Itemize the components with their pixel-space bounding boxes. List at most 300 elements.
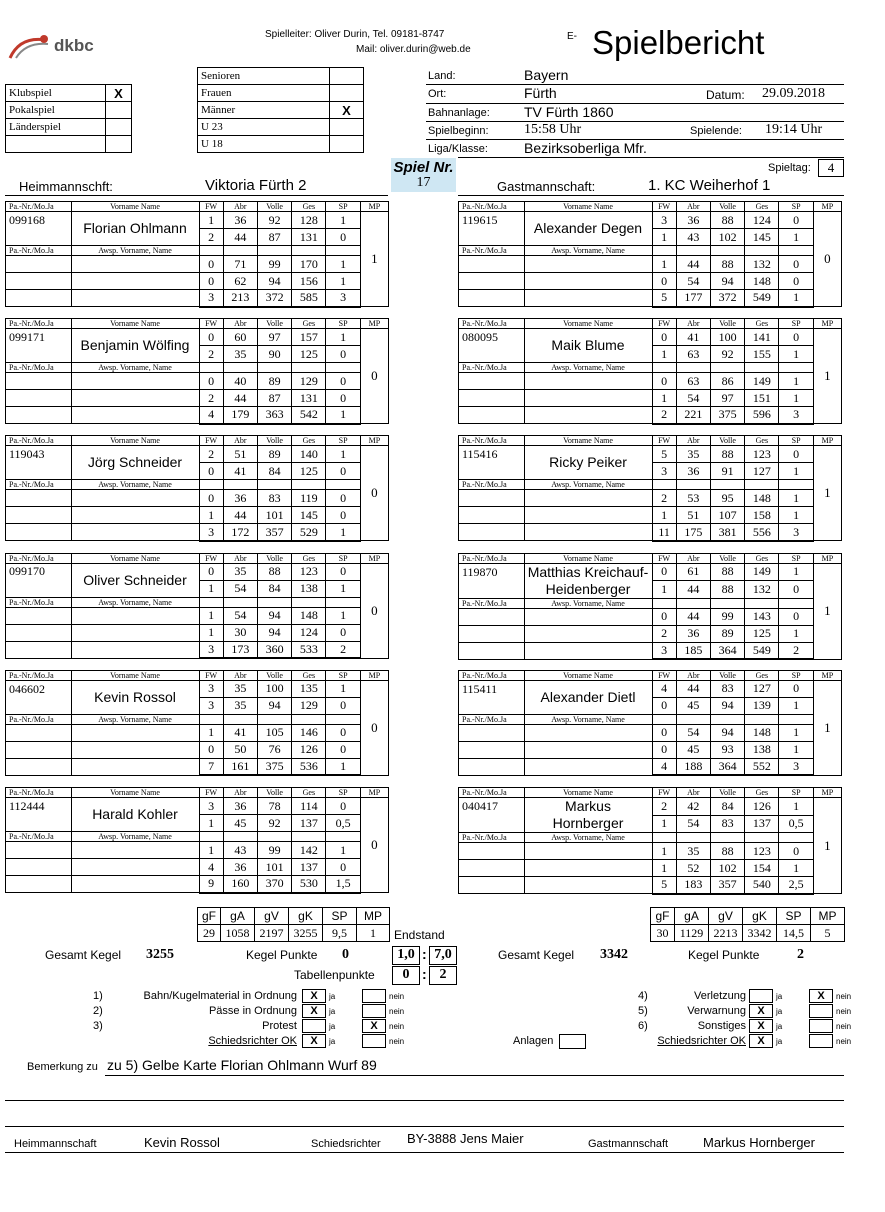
check-nein-box[interactable]: X <box>362 1019 386 1033</box>
col-header-ausw: Awsp. Vorname, Name <box>71 597 199 607</box>
check-ja-box[interactable]: X <box>749 1019 773 1033</box>
score-cell: 1 <box>779 798 813 816</box>
anlagen-box[interactable] <box>559 1034 586 1049</box>
check-ja-box[interactable] <box>749 989 773 1003</box>
score-cell: 2 <box>652 490 676 507</box>
sum-cell: 3 <box>779 758 813 775</box>
endstand-label: Endstand <box>394 928 445 942</box>
score-cell: 0 <box>652 329 676 346</box>
score-cell: 0 <box>779 256 813 273</box>
e-label: E- <box>567 31 577 42</box>
logo-text: dkbc <box>54 36 94 55</box>
score-cell: 1 <box>779 463 813 480</box>
score-cell: 0 <box>779 212 813 229</box>
sum-cell: 3 <box>199 290 223 307</box>
col-header-sp: SP <box>779 202 813 212</box>
score-cell: 105 <box>257 724 291 741</box>
beginn-label: Spielbeginn: <box>428 125 489 137</box>
check-label: Sonstiges <box>697 1020 746 1032</box>
col-header-sp: SP <box>779 319 813 329</box>
score-cell: 99 <box>710 608 744 625</box>
check-ja-box[interactable]: X <box>749 1004 773 1018</box>
guest-kp-label: Kegel Punkte <box>688 948 760 962</box>
check-label: Verletzung <box>694 990 746 1002</box>
sum-cell: 221 <box>676 407 710 424</box>
score-cell: 129 <box>292 373 326 390</box>
beginn-value: 15:58 Uhr <box>524 122 582 137</box>
totals-header: gA <box>675 908 709 925</box>
col-header-name: Vorname Name <box>71 553 199 563</box>
score-cell: 2 <box>199 229 223 246</box>
guest-team-name: 1. KC Weiherhof 1 <box>648 177 771 194</box>
score-cell: 149 <box>745 373 779 390</box>
home-totals-table <box>197 907 390 942</box>
match-type-label: Pokalspiel <box>6 102 106 119</box>
score-cell: 0 <box>652 724 676 741</box>
player-name-line1: Matthias Kreichauf- <box>527 563 649 580</box>
score-cell: 1 <box>199 212 223 229</box>
score-cell: 124 <box>745 212 779 229</box>
match-points: 0 <box>813 212 841 307</box>
class-checkbox[interactable] <box>330 119 364 136</box>
col-header-fw: FW <box>199 436 223 446</box>
score-cell: 127 <box>745 680 779 697</box>
guest-kp-value: 2 <box>797 947 804 962</box>
score-cell: 126 <box>745 798 779 816</box>
score-cell: 88 <box>710 212 744 229</box>
col-header-pass: Pa.-Nr./Mo.Ja <box>6 670 72 680</box>
score-cell: 143 <box>745 608 779 625</box>
player-name <box>524 798 652 833</box>
player-name-line1: Benjamin Wölfing <box>80 337 190 354</box>
col-header-volle: Volle <box>710 670 744 680</box>
player-table <box>458 318 842 425</box>
sig-ref-name: BY-3888 Jens Maier <box>407 1131 524 1146</box>
col-header-name: Vorname Name <box>524 202 652 212</box>
col-header-name: Vorname Name <box>524 553 652 563</box>
check-number: 5) <box>638 1005 648 1017</box>
guest-gesamt-value: 3342 <box>600 947 628 962</box>
score-cell: 86 <box>710 373 744 390</box>
score-cell: 2 <box>199 346 223 363</box>
guest-player-block <box>458 201 844 319</box>
pass-number: 040417 <box>459 798 525 816</box>
player-table <box>5 670 389 777</box>
score-cell: 137 <box>292 815 326 832</box>
col-header-volle: Volle <box>710 436 744 446</box>
spielnr-box <box>391 158 456 192</box>
sum-cell: 11 <box>652 524 676 541</box>
score-cell: 36 <box>676 463 710 480</box>
player-name <box>524 446 652 480</box>
score-cell: 35 <box>223 697 257 714</box>
match-type-checkbox[interactable]: X <box>106 85 132 102</box>
col-header-mp: MP <box>813 436 841 446</box>
score-cell: 35 <box>676 843 710 860</box>
sum-cell: 549 <box>745 642 779 659</box>
score-cell: 35 <box>676 446 710 463</box>
score-cell: 114 <box>292 798 326 815</box>
score-cell: 5 <box>652 446 676 463</box>
check-ja-text: ja <box>329 992 336 1001</box>
check-ja-box[interactable]: X <box>302 989 326 1003</box>
match-type-checkbox[interactable] <box>106 102 132 119</box>
pass-number: 099168 <box>6 212 72 229</box>
score-cell: 149 <box>745 563 779 581</box>
player-table <box>5 553 389 660</box>
col-header-ausw: Awsp. Vorname, Name <box>524 246 652 256</box>
sig-ref-label: Schiedsrichter <box>311 1138 381 1150</box>
col-header-fw: FW <box>652 670 676 680</box>
totals-header: gA <box>221 908 255 925</box>
col-header-ges: Ges <box>745 319 779 329</box>
score-cell: 63 <box>676 373 710 390</box>
check-label: Pässe in Ordnung <box>208 1005 297 1017</box>
score-cell: 84 <box>257 580 291 597</box>
score-cell: 1 <box>779 346 813 363</box>
score-cell: 54 <box>676 273 710 290</box>
check-nein-text: nein <box>836 992 852 1001</box>
player-table <box>5 318 389 425</box>
col-header-abr: Abr <box>223 319 257 329</box>
score-cell: 4 <box>652 680 676 697</box>
check-number: 1) <box>93 990 103 1002</box>
score-cell: 2 <box>652 798 676 816</box>
score-cell: 170 <box>292 256 326 273</box>
check-nein-box[interactable] <box>809 1019 833 1033</box>
score-cell: 0 <box>652 608 676 625</box>
sum-cell: 5 <box>652 877 676 894</box>
guest-team-label: Gastmannschaft: <box>497 179 596 194</box>
score-cell: 1 <box>779 229 813 246</box>
score-cell: 1 <box>779 741 813 758</box>
col-header-abr: Abr <box>223 788 257 798</box>
check-nein-box[interactable] <box>809 1004 833 1018</box>
score-cell: 1 <box>652 507 676 524</box>
col-header-fw: FW <box>199 319 223 329</box>
score-cell: 0 <box>326 373 360 390</box>
col-header-fw: FW <box>199 670 223 680</box>
class-checkbox[interactable] <box>330 136 364 153</box>
col-header-sp: SP <box>326 436 360 446</box>
score-cell: 1 <box>326 273 360 290</box>
score-cell: 0 <box>326 346 360 363</box>
col-header-abr: Abr <box>676 670 710 680</box>
player-name <box>524 329 652 363</box>
score-cell: 0 <box>199 256 223 273</box>
col-header-ausw: Awsp. Vorname, Name <box>71 832 199 842</box>
check-nein-box[interactable] <box>809 1034 833 1048</box>
bahn-label: Bahnanlage: <box>428 107 490 119</box>
score-cell: 94 <box>257 273 291 290</box>
col-header-pass: Pa.-Nr./Mo.Ja <box>6 597 72 607</box>
score-cell: 89 <box>710 625 744 642</box>
player-name-line1: Oliver Schneider <box>83 571 187 588</box>
score-cell: 0 <box>326 859 360 876</box>
sum-cell: 177 <box>676 290 710 307</box>
col-header-pass: Pa.-Nr./Mo.Ja <box>459 670 525 680</box>
score-cell: 51 <box>676 507 710 524</box>
score-cell: 148 <box>745 490 779 507</box>
score-cell: 83 <box>710 815 744 833</box>
check-nein-box[interactable] <box>362 1004 386 1018</box>
score-cell: 132 <box>745 256 779 273</box>
score-cell: 3 <box>652 463 676 480</box>
check-ja-box[interactable]: X <box>302 1004 326 1018</box>
col-header-fw: FW <box>199 553 223 563</box>
player-name <box>71 680 199 714</box>
score-cell: 43 <box>223 842 257 859</box>
score-cell: 0,5 <box>779 815 813 833</box>
col-header-name: Vorname Name <box>524 788 652 798</box>
check-ja-box[interactable]: X <box>302 1034 326 1048</box>
score-cell: 1 <box>779 563 813 581</box>
class-row <box>198 136 364 153</box>
match-points: 0 <box>360 563 388 658</box>
score-cell: 1 <box>199 580 223 597</box>
land-value: Bayern <box>524 67 569 83</box>
score-cell: 123 <box>745 843 779 860</box>
match-type-checkbox[interactable] <box>106 136 132 153</box>
col-header-ges: Ges <box>292 788 326 798</box>
sig-home-name: Kevin Rossol <box>144 1135 220 1150</box>
col-header-name: Vorname Name <box>71 670 199 680</box>
score-cell: 0 <box>199 273 223 290</box>
score-cell: 40 <box>223 373 257 390</box>
score-cell: 1 <box>779 860 813 877</box>
player-name-line1: Maik Blume <box>551 337 625 354</box>
score-cell: 1 <box>779 507 813 524</box>
score-cell: 127 <box>745 463 779 480</box>
sum-cell: 357 <box>257 524 291 541</box>
score-cell: 92 <box>710 346 744 363</box>
totals-header: gF <box>198 908 221 925</box>
class-row <box>198 102 364 119</box>
pass-number: 119870 <box>459 563 525 581</box>
player-name-line1: Florian Ohlmann <box>83 220 187 236</box>
score-cell: 1 <box>652 815 676 833</box>
score-cell: 0 <box>326 697 360 714</box>
score-cell: 89 <box>257 373 291 390</box>
tab-home: 0 <box>392 966 420 985</box>
check-nein-text: nein <box>836 1022 852 1031</box>
col-header-ausw: Awsp. Vorname, Name <box>524 480 652 490</box>
player-name-line1: Jörg Schneider <box>87 454 183 471</box>
col-header-pass: Pa.-Nr./Mo.Ja <box>459 246 525 256</box>
score-cell: 1 <box>326 329 360 346</box>
col-header-fw: FW <box>652 436 676 446</box>
score-cell: 1 <box>652 860 676 877</box>
ende-label: Spielende: <box>690 125 742 137</box>
col-header-fw: FW <box>652 202 676 212</box>
player-name <box>71 212 199 246</box>
datum-label: Datum: <box>706 88 745 102</box>
score-cell: 50 <box>223 741 257 758</box>
totals-header: gF <box>651 908 675 925</box>
sum-cell: 372 <box>257 290 291 307</box>
player-name <box>71 798 199 832</box>
spielnr-value: 17 <box>416 175 431 190</box>
sum-cell: 596 <box>745 407 779 424</box>
home-team-label: Heimmannschft: <box>19 179 113 194</box>
guest-player-block <box>458 670 844 788</box>
col-header-ges: Ges <box>292 436 326 446</box>
match-points: 1 <box>813 798 841 894</box>
check-ja-box[interactable]: X <box>749 1034 773 1048</box>
col-header-pass: Pa.-Nr./Mo.Ja <box>459 788 525 798</box>
score-cell: 88 <box>257 563 291 580</box>
sum-cell: 183 <box>676 877 710 894</box>
class-checkbox[interactable]: X <box>330 102 364 119</box>
col-header-ges: Ges <box>745 670 779 680</box>
score-cell: 30 <box>223 624 257 641</box>
match-type-row <box>6 85 132 102</box>
score-cell: 140 <box>292 446 326 463</box>
score-cell: 53 <box>676 490 710 507</box>
class-table <box>197 67 364 153</box>
check-nein-box[interactable] <box>362 1034 386 1048</box>
guest-player-block <box>458 318 844 436</box>
score-cell: 101 <box>257 859 291 876</box>
score-cell: 1 <box>652 346 676 363</box>
score-cell: 88 <box>710 581 744 599</box>
remark-text: zu 5) Gelbe Karte Florian Ohlmann Wurf 89 <box>107 1057 377 1073</box>
match-type-checkbox[interactable] <box>106 119 132 136</box>
col-header-pass: Pa.-Nr./Mo.Ja <box>459 598 525 608</box>
match-type-row <box>6 102 132 119</box>
score-cell: 0 <box>326 724 360 741</box>
score-cell: 4 <box>199 859 223 876</box>
score-cell: 84 <box>257 463 291 480</box>
tab-guest: 2 <box>429 966 457 985</box>
match-points: 1 <box>813 563 841 659</box>
home-player-block <box>5 435 391 553</box>
check-ja-box[interactable] <box>302 1019 326 1033</box>
totals-header: gK <box>743 908 777 925</box>
home-player-block <box>5 787 391 905</box>
col-header-mp: MP <box>360 788 388 798</box>
tab-label: Tabellenpunkte <box>294 968 375 982</box>
col-header-mp: MP <box>813 553 841 563</box>
player-name-line1: Markus <box>565 798 611 814</box>
score-cell: 0 <box>652 741 676 758</box>
totals-cell: 2213 <box>709 925 743 942</box>
check-label: Schiedsrichter OK <box>208 1035 297 1047</box>
col-header-fw: FW <box>652 319 676 329</box>
score-cell: 0 <box>779 680 813 697</box>
score-cell: 43 <box>676 229 710 246</box>
score-cell: 1 <box>326 842 360 859</box>
score-cell: 1 <box>326 212 360 229</box>
score-cell: 45 <box>676 697 710 714</box>
check-nein-text: nein <box>389 1007 405 1016</box>
spielleiter-line: Spielleiter: Oliver Durin, Tel. 09181-8747 <box>265 29 445 40</box>
col-header-abr: Abr <box>223 202 257 212</box>
match-points: 1 <box>360 212 388 307</box>
sum-cell: 549 <box>745 290 779 307</box>
player-table <box>458 435 842 542</box>
col-header-ges: Ges <box>745 788 779 798</box>
sum-cell: 2 <box>326 641 360 658</box>
check-nein-box[interactable] <box>362 989 386 1003</box>
dkbc-logo <box>6 30 106 62</box>
score-cell: 1 <box>326 607 360 624</box>
score-cell: 61 <box>676 563 710 581</box>
col-header-name: Vorname Name <box>524 436 652 446</box>
class-row <box>198 119 364 136</box>
col-header-abr: Abr <box>223 670 257 680</box>
match-points: 1 <box>813 329 841 424</box>
score-cell: 41 <box>676 329 710 346</box>
col-header-name: Vorname Name <box>524 670 652 680</box>
check-ja-text: ja <box>329 1007 336 1016</box>
col-header-ausw: Awsp. Vorname, Name <box>71 714 199 724</box>
col-header-sp: SP <box>326 553 360 563</box>
score-cell: 0 <box>779 273 813 290</box>
sum-cell: 3 <box>199 641 223 658</box>
check-nein-box[interactable]: X <box>809 989 833 1003</box>
score-cell: 88 <box>710 563 744 581</box>
sum-cell: 529 <box>292 524 326 541</box>
col-header-ausw: Awsp. Vorname, Name <box>71 246 199 256</box>
col-header-sp: SP <box>779 788 813 798</box>
score-cell: 102 <box>710 229 744 246</box>
sum-cell: 160 <box>223 876 257 893</box>
score-cell: 0 <box>779 446 813 463</box>
col-header-pass: Pa.-Nr./Mo.Ja <box>6 714 72 724</box>
col-header-volle: Volle <box>257 436 291 446</box>
sum-cell: 4 <box>652 758 676 775</box>
score-cell: 157 <box>292 329 326 346</box>
totals-header: SP <box>777 908 811 925</box>
pass-number: 112444 <box>6 798 72 815</box>
score-cell: 1 <box>199 607 223 624</box>
score-cell: 148 <box>292 607 326 624</box>
col-header-pass: Pa.-Nr./Mo.Ja <box>459 480 525 490</box>
score-cell: 51 <box>223 446 257 463</box>
pass-number: 099171 <box>6 329 72 346</box>
score-cell: 124 <box>292 624 326 641</box>
score-cell: 0 <box>199 373 223 390</box>
score-cell: 1 <box>199 842 223 859</box>
end-guest: 7,0 <box>429 946 457 965</box>
col-header-fw: FW <box>652 788 676 798</box>
score-cell: 93 <box>710 741 744 758</box>
score-cell: 0,5 <box>326 815 360 832</box>
check-ja-text: ja <box>329 1037 336 1046</box>
guest-gesamt-label: Gesamt Kegel <box>498 948 575 962</box>
sum-cell: 3 <box>326 290 360 307</box>
sum-cell: 364 <box>710 642 744 659</box>
class-checkbox[interactable] <box>330 85 364 102</box>
sum-cell: 3 <box>779 524 813 541</box>
col-header-pass: Pa.-Nr./Mo.Ja <box>459 436 525 446</box>
class-checkbox[interactable] <box>330 68 364 85</box>
class-row <box>198 68 364 85</box>
match-points: 0 <box>360 446 388 541</box>
score-cell: 94 <box>710 724 744 741</box>
player-name-line1: Alexander Dietl <box>540 688 636 705</box>
score-cell: 131 <box>292 229 326 246</box>
score-cell: 2 <box>652 625 676 642</box>
score-cell: 156 <box>292 273 326 290</box>
score-cell: 154 <box>745 860 779 877</box>
sum-cell: 542 <box>292 407 326 424</box>
sum-cell: 360 <box>257 641 291 658</box>
col-header-abr: Abr <box>676 436 710 446</box>
sum-cell: 188 <box>676 758 710 775</box>
col-header-volle: Volle <box>710 788 744 798</box>
